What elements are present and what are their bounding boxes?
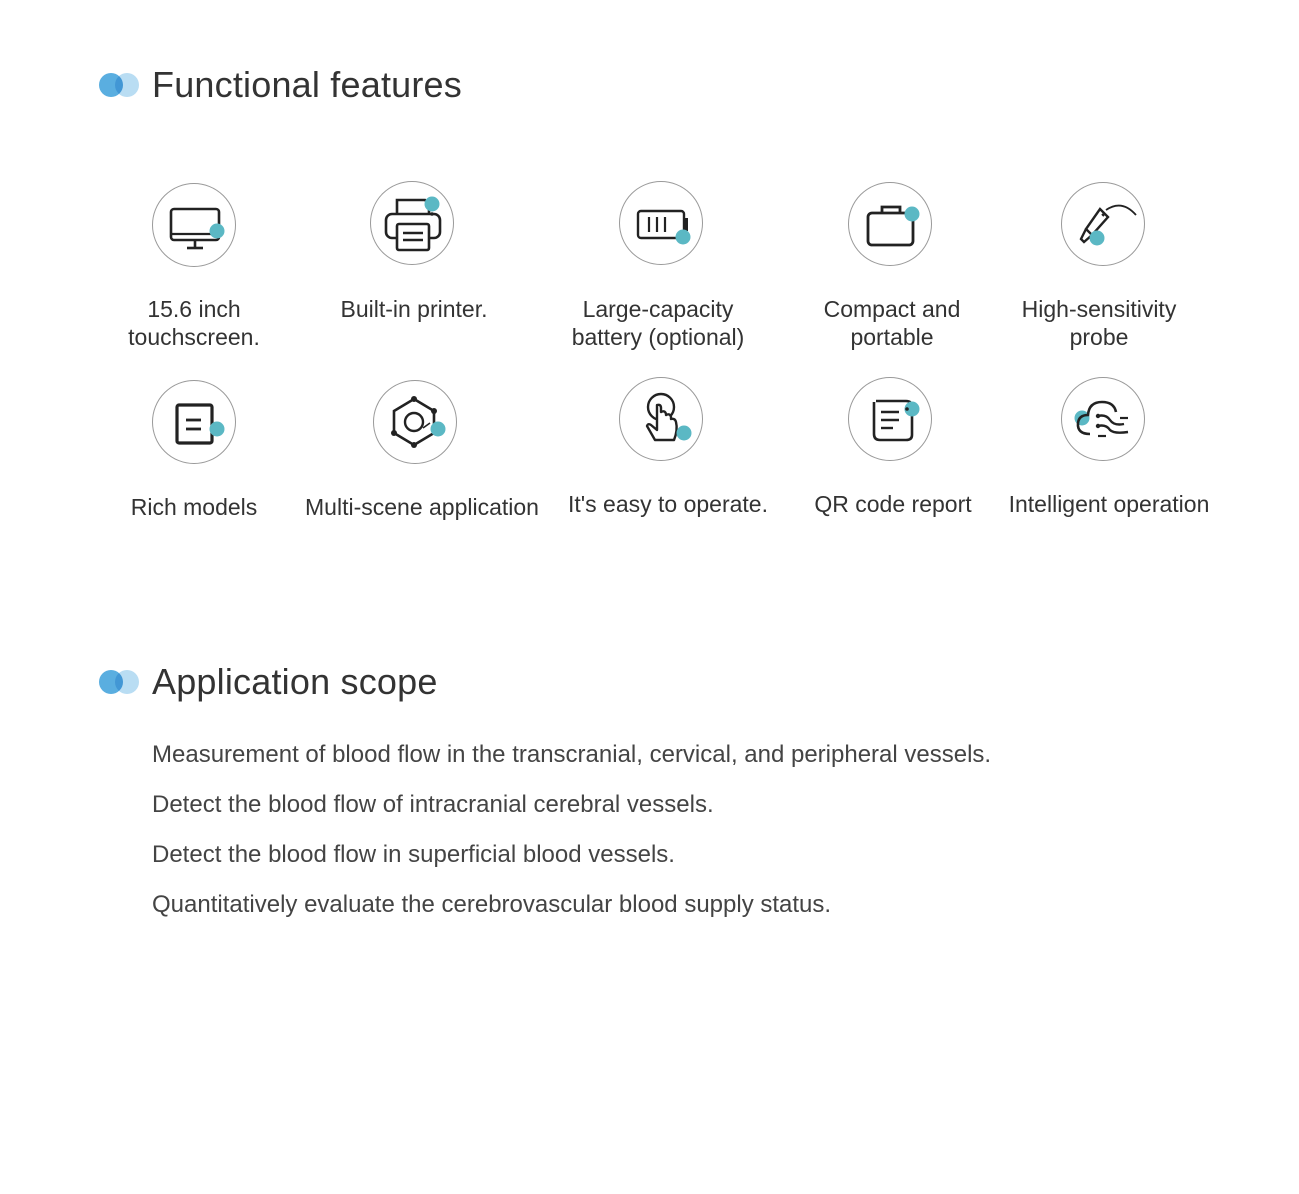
briefcase-icon xyxy=(848,182,932,266)
touch-hand-icon xyxy=(619,377,703,461)
scope-item: Detect the blood flow of intracranial cerebral vessels. xyxy=(152,791,714,818)
application-scope-heading xyxy=(98,661,438,703)
hexagon-icon xyxy=(373,380,457,464)
bullet-dots-icon xyxy=(98,72,142,98)
functional-features-title: Functional features xyxy=(152,64,462,105)
cloud-icon xyxy=(1061,377,1145,461)
scope-item: Detect the blood flow in superficial blood vessels. xyxy=(152,841,675,868)
feature-label-battery: Large-capacity battery (optional) xyxy=(571,296,745,350)
printer-icon xyxy=(370,181,454,265)
application-scope-title: Application scope xyxy=(152,661,438,702)
feature-label-qr-report: QR code report xyxy=(814,491,972,517)
feature-label-probe: High-sensitivity probe xyxy=(1021,296,1177,350)
battery-icon xyxy=(619,181,703,265)
report-icon xyxy=(848,377,932,461)
feature-label-touchscreen: 15.6 inch touchscreen. xyxy=(128,296,260,350)
bullet-dots-icon xyxy=(98,669,142,695)
feature-label-printer: Built-in printer. xyxy=(340,296,488,322)
scope-item: Quantitatively evaluate the cerebrovascular blood supply status. xyxy=(152,891,832,918)
feature-label-easy-operate: It's easy to operate. xyxy=(567,491,768,517)
scope-item: Measurement of blood flow in the transcranial, cervical, and peripheral vessels. xyxy=(152,741,992,768)
feature-label-multi-scene: Multi-scene application xyxy=(305,494,539,520)
functional-features-heading xyxy=(98,64,462,106)
application-scope-list xyxy=(152,730,991,930)
probe-icon xyxy=(1061,182,1145,266)
document-icon xyxy=(152,380,236,464)
feature-label-portable: Compact and portable xyxy=(823,296,961,350)
feature-label-intelligent: Intelligent operation xyxy=(1008,491,1210,517)
feature-label-rich-models: Rich models xyxy=(130,494,258,520)
monitor-icon xyxy=(152,183,236,267)
